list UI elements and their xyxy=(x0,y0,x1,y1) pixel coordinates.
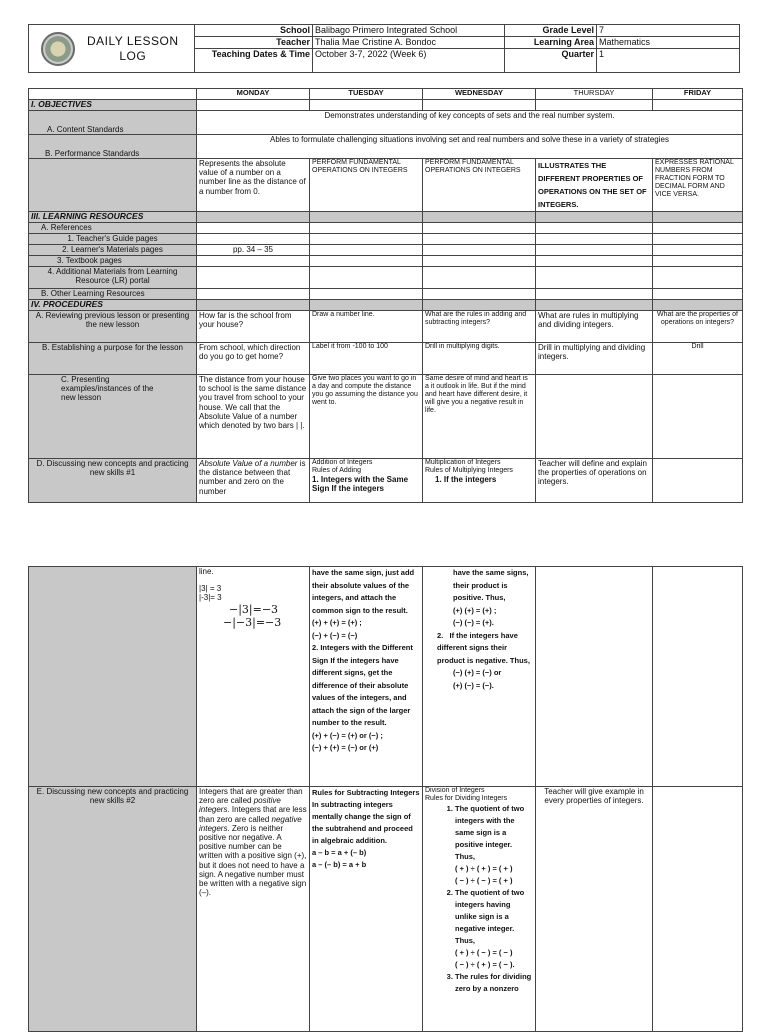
day-tuesday: TUESDAY xyxy=(310,89,423,100)
procedure-d-wednesday: Multiplication of Integers Rules of Multiplying Integers 1. If the integers xyxy=(423,459,536,503)
day-thursday: THURSDAY xyxy=(536,89,653,100)
competency-thursday: ILLUSTRATES THE DIFFERENT PROPERTIES OF OPERATIONS ON THE SET OF INTEGERS. xyxy=(536,159,653,212)
teacher-value: Thalia Mae Cristine A. Bondoc xyxy=(313,37,505,49)
procedure-a-tuesday: Draw a number line. xyxy=(310,311,423,343)
lesson-table-continued xyxy=(28,566,743,1032)
header-table xyxy=(28,24,740,73)
day-wednesday: WEDNESDAY xyxy=(423,89,536,100)
competency-wednesday: PERFORM FUNDAMENTAL OPERATIONS ON INTEGERS xyxy=(423,159,536,212)
objectives-heading: I. OBJECTIVES xyxy=(29,100,197,111)
day-friday: FRIDAY xyxy=(653,89,743,100)
procedure-e-tuesday: Rules for Subtracting Integers In subtracting integers mentally change the sign of the subtrahend and proceed in algebraic addition. a – b = a + (– b) a – (– b) = a + b xyxy=(310,787,423,1032)
procedure-a-wednesday: What are the rules in adding and subtracting integers? xyxy=(423,311,536,343)
procedure-e-label: E. Discussing new concepts and practicing new skills #2 xyxy=(29,787,197,1032)
additional-materials-label: 4. Additional Materials from Learning Resource (LR) portal xyxy=(29,267,197,289)
content-standards-label: A. Content Standards xyxy=(29,111,197,135)
corner-cell xyxy=(29,89,197,100)
procedure-d-monday-continued: line. |3| = 3 |-3|= 3 −|3|=−3 −|−3|=−3 xyxy=(197,567,310,787)
performance-standards-label: B. Performance Standards xyxy=(29,135,197,159)
dates-label: Teaching Dates & Time xyxy=(195,49,313,73)
procedure-b-label: B. Establishing a purpose for the lesson xyxy=(29,343,197,375)
document-title: DAILY LESSON LOG xyxy=(86,33,179,63)
school-label: School xyxy=(195,25,313,37)
procedure-e-wednesday: Division of Integers Rules for Dividing Integers 1. The quotient of two integers with the same sign is a positive integer. Thus, ( + ) ÷ ( + ) = ( + ) ( − ) ÷ ( − ) = ( + ) 2. The quotient of two integers having unlike sign is a negative integer. Thus, ( + ) ÷ ( − ) = ( − ) ( − ) ÷ ( + ) = ( − ). 3. The rules for dividing zero by a nonzero xyxy=(423,787,536,1032)
textbook-pages-label: 3. Textbook pages xyxy=(29,256,197,267)
content-standards: Demonstrates understanding of key concepts of sets and the real number system. xyxy=(197,111,743,135)
procedure-c-wednesday: Same desire of mind and heart is a it outlook in life. But if the mind and heart have different desire, it will give you a negative result in life. xyxy=(423,375,536,459)
procedure-d-wednesday-continued: have the same signs, their product is positive. Thus, (+) (+) = (+) ; (−) (−) = (+). 2. If the integers have different signs their product is negative. Thus, (−) (+) = (−) or (+) (−) = (−). xyxy=(423,567,536,787)
procedure-d-label: D. Discussing new concepts and practicing new skills #1 xyxy=(29,459,197,503)
resources-heading: III. LEARNING RESOURCES xyxy=(29,212,197,223)
deped-seal-icon xyxy=(41,32,75,66)
quarter-value: 1 xyxy=(597,49,740,73)
performance-standards: Ables to formulate challenging situations involving set and real numbers and solve these in a variety of strategies xyxy=(197,135,743,159)
competencies-label xyxy=(29,159,197,212)
grade-value: 7 xyxy=(597,25,740,37)
procedure-b-wednesday: Drill in multiplying digits. xyxy=(423,343,536,375)
lm-pages-label: 2. Learner's Materials pages xyxy=(29,245,197,256)
competency-monday: Represents the absolute value of a number on a number line as the distance of a number from 0. xyxy=(197,159,310,212)
procedure-d-tuesday-continued: have the same sign, just add their absolute values of the integers, and attach the common sign to the result. (+) + (+) = (+) ; (−) + (−) = (−) 2. Integers with the Different Sign If the integers have different signs, get the difference of their absolute values of the integers, and attach the sign of the larger number to the result. (+) + (−) = (+) or (−) ; (−) + (+) = (−) or (+) xyxy=(310,567,423,787)
procedure-d-monday: Absolute Value of a number is the distance between that number and zero on the number xyxy=(197,459,310,503)
procedure-e-thursday: Teacher will give example in every properties of integers. xyxy=(536,787,653,1032)
competency-tuesday: PERFORM FUNDAMENTAL OPERATIONS ON INTEGERS xyxy=(310,159,423,212)
procedure-a-label: A. Reviewing previous lesson or presenting the new lesson xyxy=(29,311,197,343)
school-value: Balibago Primero Integrated School xyxy=(313,25,505,37)
procedure-b-tuesday: Label it from -100 to 100 xyxy=(310,343,423,375)
area-label: Learning Area xyxy=(505,37,597,49)
procedure-c-monday: The distance from your house to school is the same distance you travel from school to your house. We call that the Absolute Value of a number which denoted by two bars | |. xyxy=(197,375,310,459)
procedure-c-tuesday: Give two places you want to go in a day and compute the distance you go assuming the distance you went to. xyxy=(310,375,423,459)
lm-pages-monday: pp. 34 – 35 xyxy=(197,245,310,256)
tg-pages-label: 1. Teacher's Guide pages xyxy=(29,234,197,245)
procedure-d-thursday: Teacher will define and explain the properties of operations on integers. xyxy=(536,459,653,503)
references-label: A. References xyxy=(29,223,197,234)
day-monday: MONDAY xyxy=(197,89,310,100)
procedure-d-tuesday: Addition of Integers Rules of Adding 1. Integers with the Same Sign If the integers xyxy=(310,459,423,503)
procedure-b-friday: Drill xyxy=(653,343,743,375)
procedures-heading: IV. PROCEDURES xyxy=(29,300,197,311)
dates-value: October 3-7, 2022 (Week 6) xyxy=(313,49,505,73)
procedure-d-continued-label xyxy=(29,567,197,787)
procedure-c-label: C. Presenting examples/instances of the new lesson xyxy=(29,375,197,459)
teacher-label: Teacher xyxy=(195,37,313,49)
procedure-b-thursday: Drill in multiplying and dividing integers. xyxy=(536,343,653,375)
other-resources-label: B. Other Learning Resources xyxy=(29,289,197,300)
lesson-table xyxy=(28,88,743,503)
logo-cell xyxy=(29,25,195,73)
area-value: Mathematics xyxy=(597,37,740,49)
procedure-a-thursday: What are rules in multiplying and dividing integers. xyxy=(536,311,653,343)
grade-label: Grade Level xyxy=(505,25,597,37)
procedure-a-monday: How far is the school from your house? xyxy=(197,311,310,343)
quarter-label: Quarter xyxy=(505,49,597,73)
procedure-a-friday: What are the properties of operations on integers? xyxy=(653,311,743,343)
competency-friday: EXPRESSES RATIONAL NUMBERS FROM FRACTION FORM TO DECIMAL FORM AND VICE VERSA. xyxy=(653,159,743,212)
procedure-e-monday: Integers that are greater than zero are called positive integers. Integers that are less than zero are called negative integers. Zero is neither positive nor negative. A positive number can be written with a positive sign (+), but it does not need to have a sign. A negative number must be written with a negative sign (–). xyxy=(197,787,310,1032)
procedure-b-monday: From school, which direction do you go to get home? xyxy=(197,343,310,375)
